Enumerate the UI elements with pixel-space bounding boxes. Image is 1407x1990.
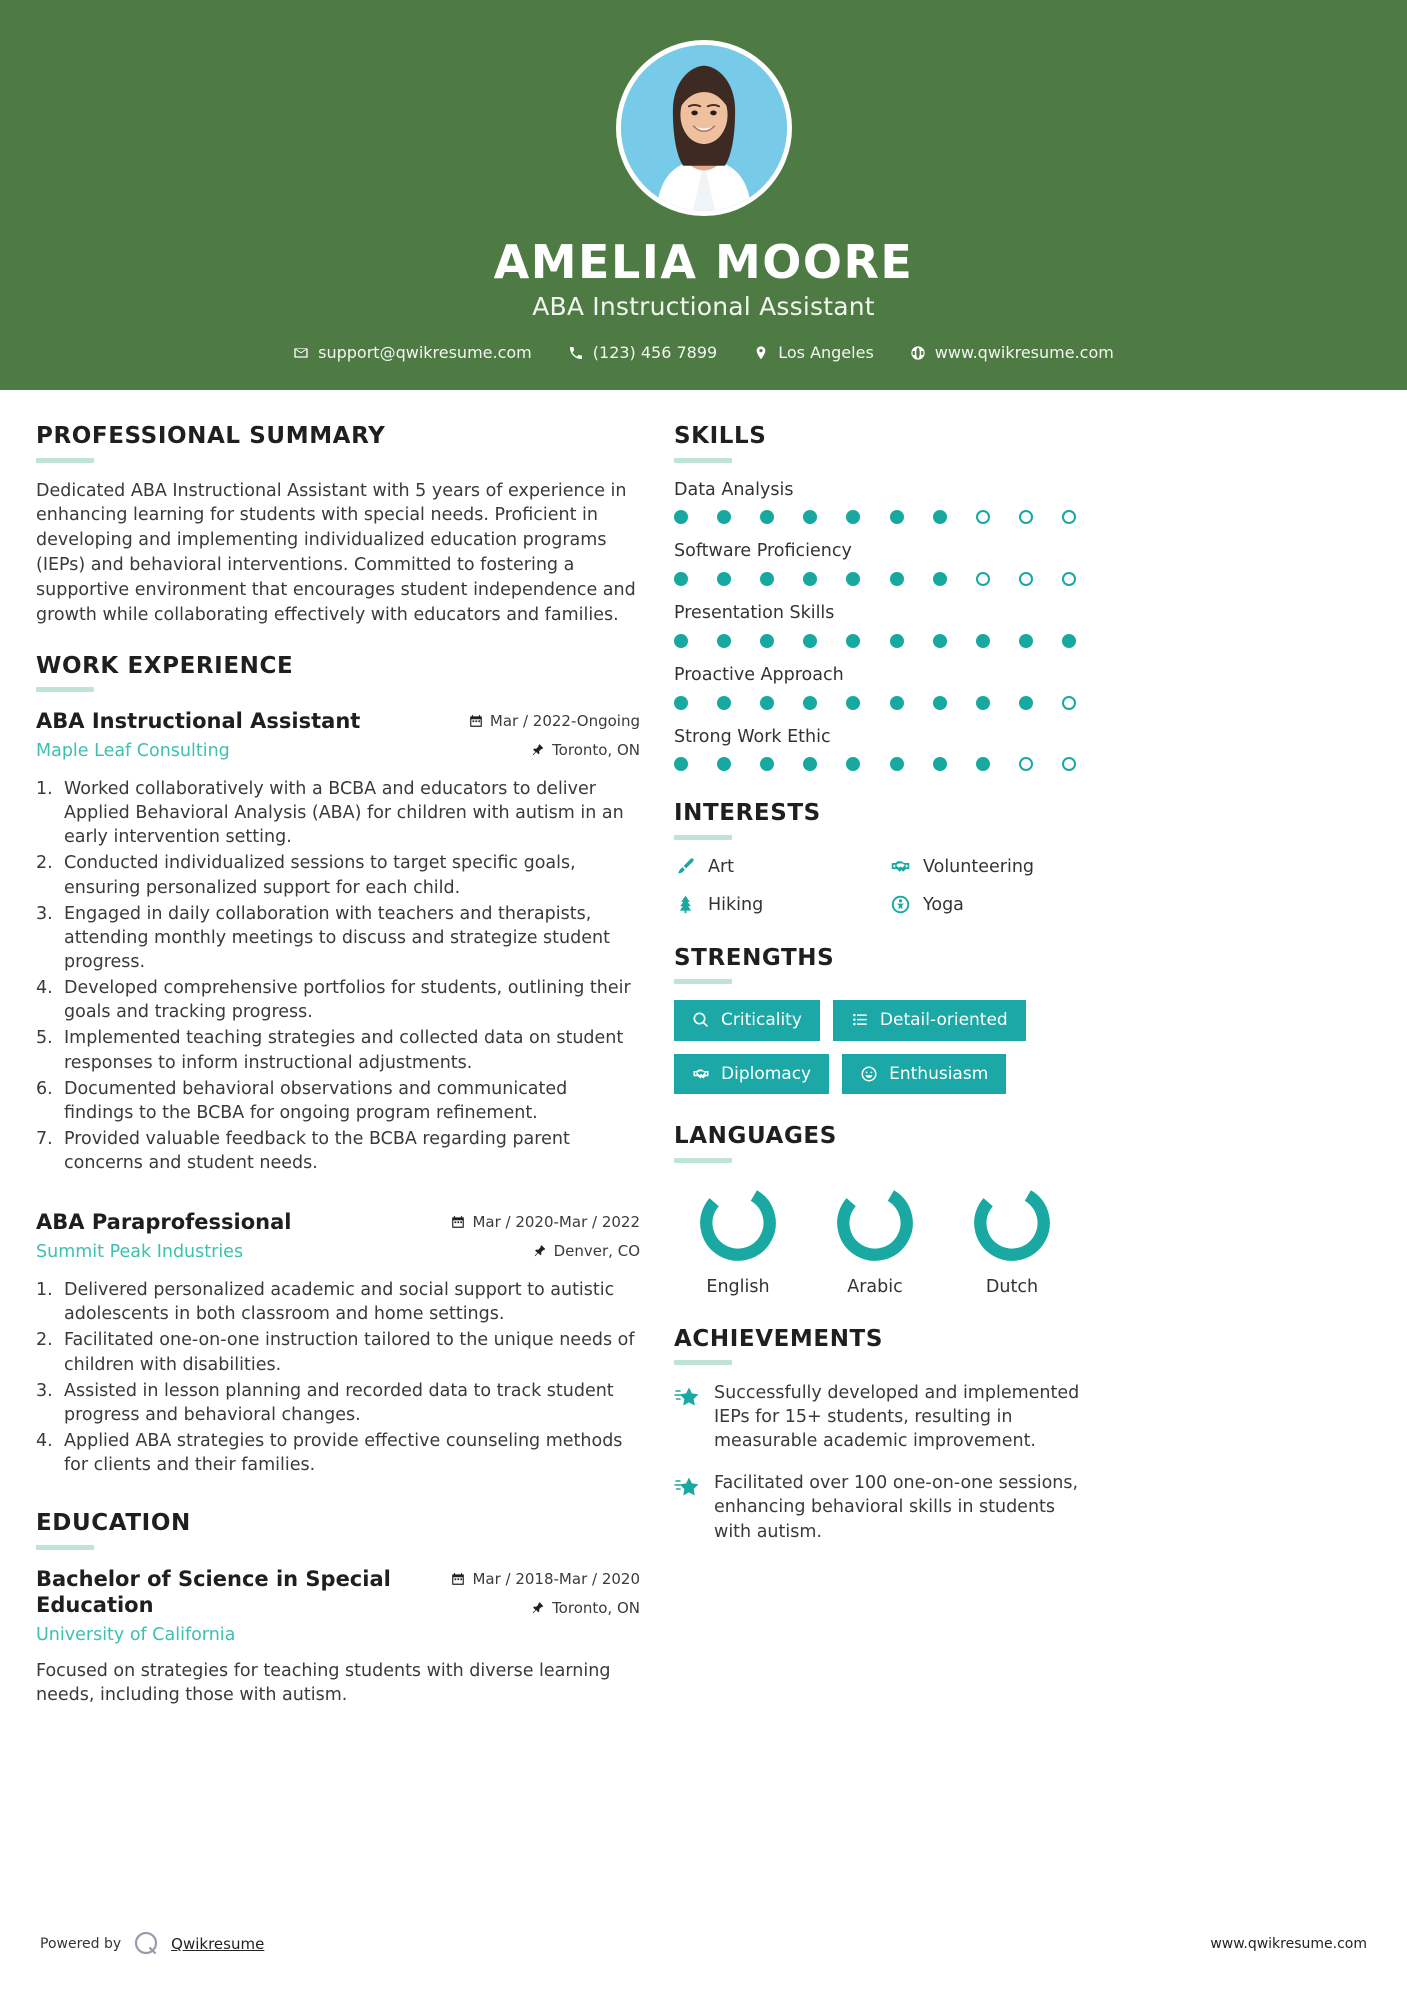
job-organization: Maple Leaf Consulting — [36, 741, 230, 762]
section-rule — [36, 1545, 94, 1550]
rating-dot-filled — [803, 572, 817, 586]
strength-badge-diplomacy[interactable] — [674, 1054, 829, 1095]
language-item — [948, 1179, 1076, 1297]
language-label: English — [706, 1276, 770, 1297]
rating-dot-empty — [1019, 510, 1033, 524]
rating-dot-filled — [1062, 634, 1076, 648]
rating-dot-filled — [1019, 634, 1033, 648]
rating-dot-filled — [933, 510, 947, 524]
rating-dot-filled — [1019, 696, 1033, 710]
section-achievements — [674, 1327, 1094, 1544]
language-donut-english — [694, 1179, 782, 1267]
experience-item — [36, 1209, 640, 1477]
language-label: Dutch — [985, 1276, 1039, 1297]
section-rule — [674, 1158, 732, 1163]
candidate-name: AMELIA MOORE — [493, 235, 914, 289]
qwikresume-logo-icon — [131, 1929, 161, 1959]
skill-label: Software Proficiency — [674, 541, 852, 562]
section-rule — [674, 1360, 732, 1365]
job-bullet: Facilitated one-on-one instruction tailored to the unique needs of children with disabilities. — [64, 1330, 635, 1375]
contact-phone-text: (123) 456 7899 — [592, 343, 718, 363]
pushpin-icon — [531, 743, 545, 757]
rating-dot-filled — [846, 572, 860, 586]
section-title-strengths: STRENGTHS — [674, 944, 835, 971]
rating-dot-filled — [760, 634, 774, 648]
section-professional-summary — [36, 424, 640, 627]
interest-label: Art — [708, 856, 735, 877]
interests-list — [674, 856, 1094, 916]
section-skills — [674, 424, 1094, 771]
left-column — [36, 424, 640, 1734]
rating-dot-filled — [717, 572, 731, 586]
resume-body — [0, 390, 1407, 1734]
job-bullet: Documented behavioral observations and communicated findings to the BCBA for ongoing program refinement. — [64, 1078, 568, 1123]
pushpin-icon — [533, 1244, 547, 1258]
section-rule — [674, 835, 732, 840]
rating-dot-filled — [890, 510, 904, 524]
rating-dot-empty — [1062, 572, 1076, 586]
rating-dot-filled — [674, 572, 688, 586]
job-location-row — [451, 1242, 640, 1260]
section-strengths — [674, 946, 1094, 1095]
rating-dot-filled — [890, 696, 904, 710]
rating-dot-empty — [1062, 696, 1076, 710]
contact-phone[interactable] — [550, 343, 735, 362]
contact-website[interactable] — [892, 343, 1132, 362]
rating-dot-filled — [674, 510, 688, 524]
section-title-summary: PROFESSIONAL SUMMARY — [36, 423, 386, 450]
section-title-skills: SKILLS — [674, 423, 767, 450]
avatar-wrapper — [0, 40, 1407, 216]
skill-rating — [674, 634, 1076, 648]
summary-text: Dedicated ABA Instructional Assistant with 5 years of experience in enhancing learning for students with special needs. Proficient in developing and implementing individualized education programs (IEPs) and behavioral interventions. Committed to fostering a supportive environment that encourages student independence and growth while collaborating effectively with educators and families. — [36, 480, 636, 625]
job-bullet: Conducted individualized sessions to target specific goals, ensuring personalized support for each child. — [64, 853, 576, 898]
section-rule — [674, 979, 732, 984]
section-title-education: EDUCATION — [36, 1510, 191, 1537]
rating-dot-empty — [976, 510, 990, 524]
yoga-icon — [889, 894, 911, 916]
skill-item — [674, 602, 1094, 648]
strength-badge-criticality[interactable] — [674, 1000, 820, 1041]
resume-header — [0, 0, 1407, 390]
job-organization: Summit Peak Industries — [36, 1242, 244, 1263]
section-rule — [674, 458, 732, 463]
map-pin-icon — [753, 345, 769, 361]
interest-item — [674, 894, 879, 916]
pine-tree-icon — [674, 894, 696, 916]
education-date-row — [451, 1570, 640, 1588]
job-title: ABA Instructional Assistant — [36, 708, 361, 733]
section-work-experience — [36, 654, 640, 1478]
rating-dot-filled — [717, 510, 731, 524]
strength-badge-enthusiasm[interactable] — [842, 1054, 1006, 1095]
strength-label: Enthusiasm — [889, 1063, 989, 1084]
contact-website-text: www.qwikresume.com — [934, 343, 1114, 363]
calendar-icon — [451, 1572, 465, 1586]
job-date: Mar / 2020-Mar / 2022 — [472, 1213, 640, 1232]
contact-location — [735, 343, 892, 362]
rating-dot-filled — [933, 634, 947, 648]
calendar-icon — [451, 1215, 465, 1229]
rating-dot-filled — [717, 757, 731, 771]
rating-dot-filled — [760, 572, 774, 586]
section-education — [36, 1511, 640, 1708]
achievement-item — [674, 1471, 1094, 1543]
avatar — [616, 40, 792, 216]
job-bullets — [36, 777, 640, 1175]
right-column — [674, 424, 1094, 1734]
rating-dot-filled — [846, 510, 860, 524]
job-location-row — [469, 741, 640, 759]
rating-dot-filled — [717, 696, 731, 710]
rating-dot-filled — [674, 696, 688, 710]
rating-dot-filled — [674, 757, 688, 771]
achievements-list — [674, 1381, 1094, 1544]
language-item — [674, 1179, 802, 1297]
skill-item — [674, 726, 1094, 772]
rating-dot-filled — [933, 696, 947, 710]
strength-label: Criticality — [721, 1009, 802, 1030]
section-rule — [36, 458, 94, 463]
skill-label: Strong Work Ethic — [674, 726, 831, 747]
rating-dot-empty — [1062, 510, 1076, 524]
handshake-icon — [889, 856, 911, 878]
experience-list — [36, 708, 640, 1477]
language-item — [811, 1179, 939, 1297]
calendar-icon — [469, 714, 483, 728]
skill-rating — [674, 696, 1076, 710]
section-title-achievements: ACHIEVEMENTS — [674, 1325, 884, 1352]
achievement-text: Facilitated over 100 one-on-one sessions, enhancing behavioral skills in students with autism. — [714, 1473, 1079, 1542]
footer-website[interactable]: www.qwikresume.com — [1210, 1936, 1367, 1952]
rating-dot-filled — [976, 757, 990, 771]
skill-label: Proactive Approach — [674, 664, 844, 685]
education-location: Toronto, ON — [552, 1598, 640, 1617]
rating-dot-filled — [933, 572, 947, 586]
interest-label: Hiking — [708, 894, 764, 915]
rating-dot-filled — [803, 757, 817, 771]
rating-dot-filled — [803, 634, 817, 648]
search-icon — [692, 1011, 710, 1029]
job-bullet: Implemented teaching strategies and collected data on student responses to inform instructional adjustments. — [64, 1028, 624, 1073]
email-icon — [293, 345, 309, 361]
section-title-interests: INTERESTS — [674, 800, 821, 827]
job-date: Mar / 2022-Ongoing — [489, 711, 640, 730]
languages-list — [674, 1179, 1076, 1297]
qwikresume-brand[interactable]: Qwikresume — [171, 1935, 265, 1953]
rating-dot-filled — [760, 510, 774, 524]
education-school: University of California — [36, 1625, 236, 1646]
section-title-languages: LANGUAGES — [674, 1123, 837, 1150]
language-donut-dutch — [968, 1179, 1056, 1267]
job-meta — [451, 1209, 640, 1260]
powered-by-label: Powered by — [40, 1936, 122, 1952]
education-description: Focused on strategies for teaching students with diverse learning needs, including those with autism. — [36, 1660, 611, 1706]
rating-dot-filled — [846, 696, 860, 710]
education-meta — [451, 1566, 640, 1617]
rating-dot-filled — [890, 572, 904, 586]
interest-item — [889, 856, 1094, 878]
section-rule — [36, 687, 94, 692]
star-icon — [674, 1474, 700, 1500]
section-languages — [674, 1124, 1094, 1296]
job-bullet: Provided valuable feedback to the BCBA regarding parent concerns and student needs. — [64, 1128, 570, 1174]
rating-dot-filled — [846, 757, 860, 771]
rating-dot-filled — [717, 634, 731, 648]
contact-email[interactable] — [275, 343, 550, 362]
rating-dot-filled — [976, 696, 990, 710]
contact-email-text: support@qwikresume.com — [318, 343, 532, 363]
interest-label: Yoga — [923, 894, 964, 915]
rating-dot-filled — [760, 696, 774, 710]
skill-item — [674, 664, 1094, 710]
pushpin-icon — [531, 1601, 545, 1615]
language-donut-arabic — [831, 1179, 919, 1267]
rating-dot-filled — [890, 757, 904, 771]
skills-list — [674, 479, 1094, 772]
language-label: Arabic — [847, 1276, 903, 1297]
interest-item — [674, 856, 879, 878]
section-interests — [674, 801, 1094, 915]
job-meta — [469, 708, 640, 759]
experience-item — [36, 708, 640, 1175]
phone-icon — [568, 345, 584, 361]
job-date-row — [451, 1213, 640, 1231]
skill-rating — [674, 510, 1076, 524]
resume-footer — [0, 1898, 1407, 1990]
smiley-icon — [860, 1065, 878, 1083]
job-bullet: Engaged in daily collaboration with teachers and therapists, attending monthly meetings to discuss and strategize student progress. — [64, 903, 610, 972]
job-title: ABA Paraprofessional — [36, 1210, 292, 1235]
rating-dot-filled — [846, 634, 860, 648]
strengths-list — [674, 1000, 1094, 1094]
job-bullet: Delivered personalized academic and social support to autistic adolescents in both classroom and home settings. — [64, 1280, 615, 1325]
rating-dot-filled — [890, 634, 904, 648]
interest-item — [889, 894, 1094, 916]
rating-dot-empty — [1062, 757, 1076, 771]
job-bullet: Worked collaboratively with a BCBA and educators to deliver Applied Behavioral Analysis (ABA) for children with autism in an early intervention setting. — [64, 778, 624, 848]
contact-bar — [0, 343, 1407, 362]
achievement-text: Successfully developed and implemented IEPs for 15+ students, resulting in measurable academic improvement. — [714, 1382, 1080, 1452]
powered-by — [40, 1929, 264, 1959]
candidate-role: ABA Instructional Assistant — [532, 292, 875, 322]
strength-label: Diplomacy — [721, 1063, 812, 1084]
rating-dot-filled — [674, 634, 688, 648]
handshake-icon — [692, 1065, 710, 1083]
education-list — [36, 1566, 640, 1708]
rating-dot-filled — [803, 510, 817, 524]
job-date-row — [469, 712, 640, 730]
rating-dot-filled — [803, 696, 817, 710]
rating-dot-filled — [976, 634, 990, 648]
strength-label: Detail-oriented — [879, 1009, 1008, 1030]
interest-label: Volunteering — [923, 856, 1035, 877]
star-icon — [674, 1384, 700, 1410]
rating-dot-empty — [1019, 572, 1033, 586]
education-location-row — [451, 1599, 640, 1617]
avatar-photo-icon — [621, 45, 787, 211]
section-title-experience: WORK EXPERIENCE — [36, 652, 294, 679]
achievement-item — [674, 1381, 1094, 1453]
rating-dot-filled — [933, 757, 947, 771]
job-bullet: Assisted in lesson planning and recorded data to track student progress and behavioral changes. — [64, 1380, 614, 1425]
skill-item — [674, 540, 1094, 586]
contact-location-text: Los Angeles — [778, 343, 874, 363]
job-location: Toronto, ON — [552, 740, 640, 759]
globe-icon — [910, 345, 926, 361]
list-icon — [851, 1011, 869, 1029]
education-date: Mar / 2018-Mar / 2020 — [472, 1569, 640, 1588]
skill-rating — [674, 757, 1076, 771]
paintbrush-icon — [674, 856, 696, 878]
rating-dot-empty — [976, 572, 990, 586]
job-bullets — [36, 1278, 640, 1477]
skill-item — [674, 479, 1094, 525]
skill-label: Presentation Skills — [674, 603, 835, 624]
rating-dot-empty — [1019, 757, 1033, 771]
rating-dot-filled — [760, 757, 774, 771]
education-item — [36, 1566, 640, 1708]
education-degree: Bachelor of Science in Special Education — [36, 1566, 391, 1617]
job-bullet: Applied ABA strategies to provide effective counseling methods for clients and their families. — [64, 1431, 623, 1476]
job-location: Denver, CO — [553, 1242, 640, 1261]
job-bullet: Developed comprehensive portfolios for students, outlining their goals and tracking progress. — [64, 978, 631, 1023]
skill-rating — [674, 572, 1076, 586]
strength-badge-detail-oriented[interactable] — [833, 1000, 1026, 1041]
skill-label: Data Analysis — [674, 479, 794, 500]
